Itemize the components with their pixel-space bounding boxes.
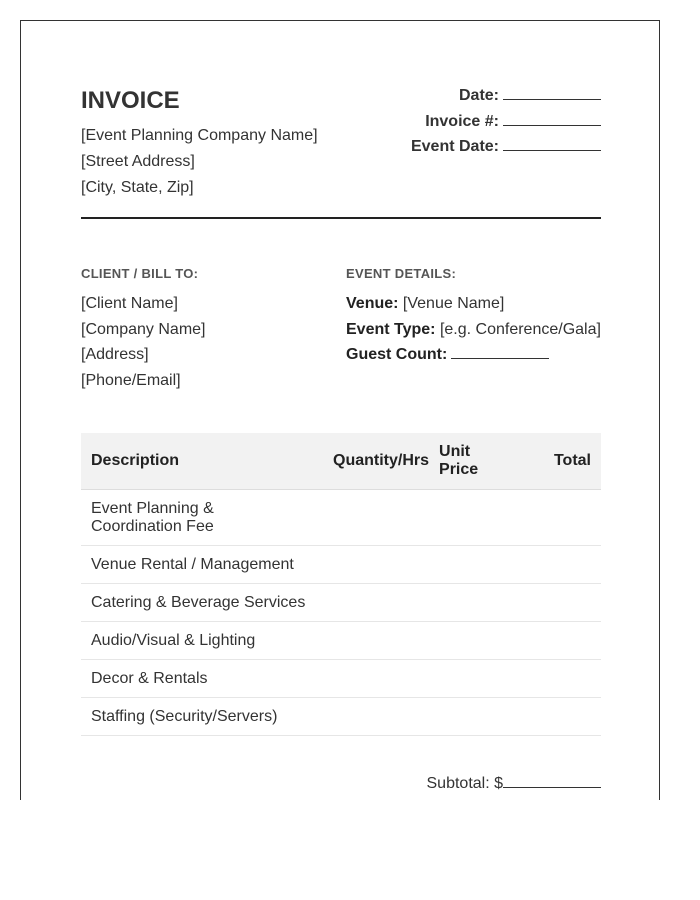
header-total: Total (511, 433, 601, 489)
invoice-meta (411, 83, 601, 160)
row-unit-price[interactable] (429, 545, 511, 583)
row-quantity[interactable] (317, 489, 429, 545)
client-contact: [Phone/Email] (81, 371, 181, 389)
meta-date (411, 83, 601, 109)
row-description: Venue Rental / Management (81, 545, 317, 583)
company-name: [Event Planning Company Name] (81, 127, 318, 144)
client-address: [Address] (81, 346, 149, 363)
meta-invoice-number (411, 109, 601, 135)
event-date-blank-line[interactable] (503, 136, 601, 151)
row-description: Catering & Beverage Services (81, 583, 317, 621)
row-total[interactable] (511, 545, 601, 583)
line-items-table (81, 433, 601, 736)
row-description: Event Planning & Coordination Fee (81, 489, 317, 545)
event-type (346, 317, 606, 343)
date-blank-line[interactable] (503, 85, 601, 100)
header-unit-price: Unit Price (429, 433, 511, 489)
company-street: [Street Address] (81, 153, 195, 170)
event-venue (346, 291, 606, 317)
venue-value: [Venue Name] (402, 295, 505, 312)
row-total[interactable] (511, 621, 601, 659)
row-total[interactable] (511, 489, 601, 545)
meta-date-label: Date: (458, 87, 499, 104)
row-description: Decor & Rentals (81, 659, 317, 697)
row-quantity[interactable] (317, 583, 429, 621)
event-heading: EVENT DETAILS: (346, 266, 457, 281)
invoice-header (81, 83, 601, 219)
row-total[interactable] (511, 697, 601, 735)
table-row (81, 659, 601, 697)
table-header-row (81, 433, 601, 489)
header-quantity: Quantity/Hrs (317, 433, 429, 489)
header-description: Description (81, 433, 317, 489)
row-description: Staffing (Security/Servers) (81, 697, 317, 735)
row-total[interactable] (511, 659, 601, 697)
client-lines (81, 291, 331, 393)
row-quantity[interactable] (317, 621, 429, 659)
row-quantity[interactable] (317, 545, 429, 583)
subtotal-label: Subtotal: $ (426, 775, 503, 792)
event-type-value: [e.g. Conference/Gala] (439, 320, 601, 338)
invoice-number-blank-line[interactable] (503, 111, 601, 126)
client-heading: CLIENT / BILL TO: (81, 266, 199, 281)
company-info (81, 123, 318, 201)
table-row (81, 583, 601, 621)
table-row (81, 489, 601, 545)
row-total[interactable] (511, 583, 601, 621)
event-section (346, 266, 606, 368)
guest-count-blank-line[interactable] (451, 344, 549, 359)
row-unit-price[interactable] (429, 697, 511, 735)
client-company: [Company Name] (81, 320, 206, 338)
client-section (81, 266, 331, 393)
meta-event-date (411, 134, 601, 160)
row-quantity[interactable] (317, 697, 429, 735)
subtotal-blank-line[interactable] (503, 773, 601, 788)
table-row (81, 621, 601, 659)
row-quantity[interactable] (317, 659, 429, 697)
event-lines (346, 291, 606, 368)
invoice-sheet (20, 20, 660, 800)
venue-label: Venue: (346, 295, 399, 312)
row-unit-price[interactable] (429, 659, 511, 697)
guest-count-label: Guest Count: (346, 346, 448, 363)
subtotal (427, 773, 602, 793)
event-guest-count (346, 342, 606, 368)
client-name: [Client Name] (81, 295, 178, 312)
row-unit-price[interactable] (429, 621, 511, 659)
meta-event-date-label: Event Date: (410, 138, 499, 155)
row-unit-price[interactable] (429, 583, 511, 621)
meta-invoice-number-label: Invoice #: (425, 112, 499, 130)
invoice-title: INVOICE (81, 87, 180, 114)
table-row (81, 545, 601, 583)
table-row (81, 697, 601, 735)
event-type-label: Event Type: (346, 320, 436, 338)
row-unit-price[interactable] (429, 489, 511, 545)
row-description: Audio/Visual & Lighting (81, 621, 317, 659)
company-city: [City, State, Zip] (81, 179, 194, 196)
